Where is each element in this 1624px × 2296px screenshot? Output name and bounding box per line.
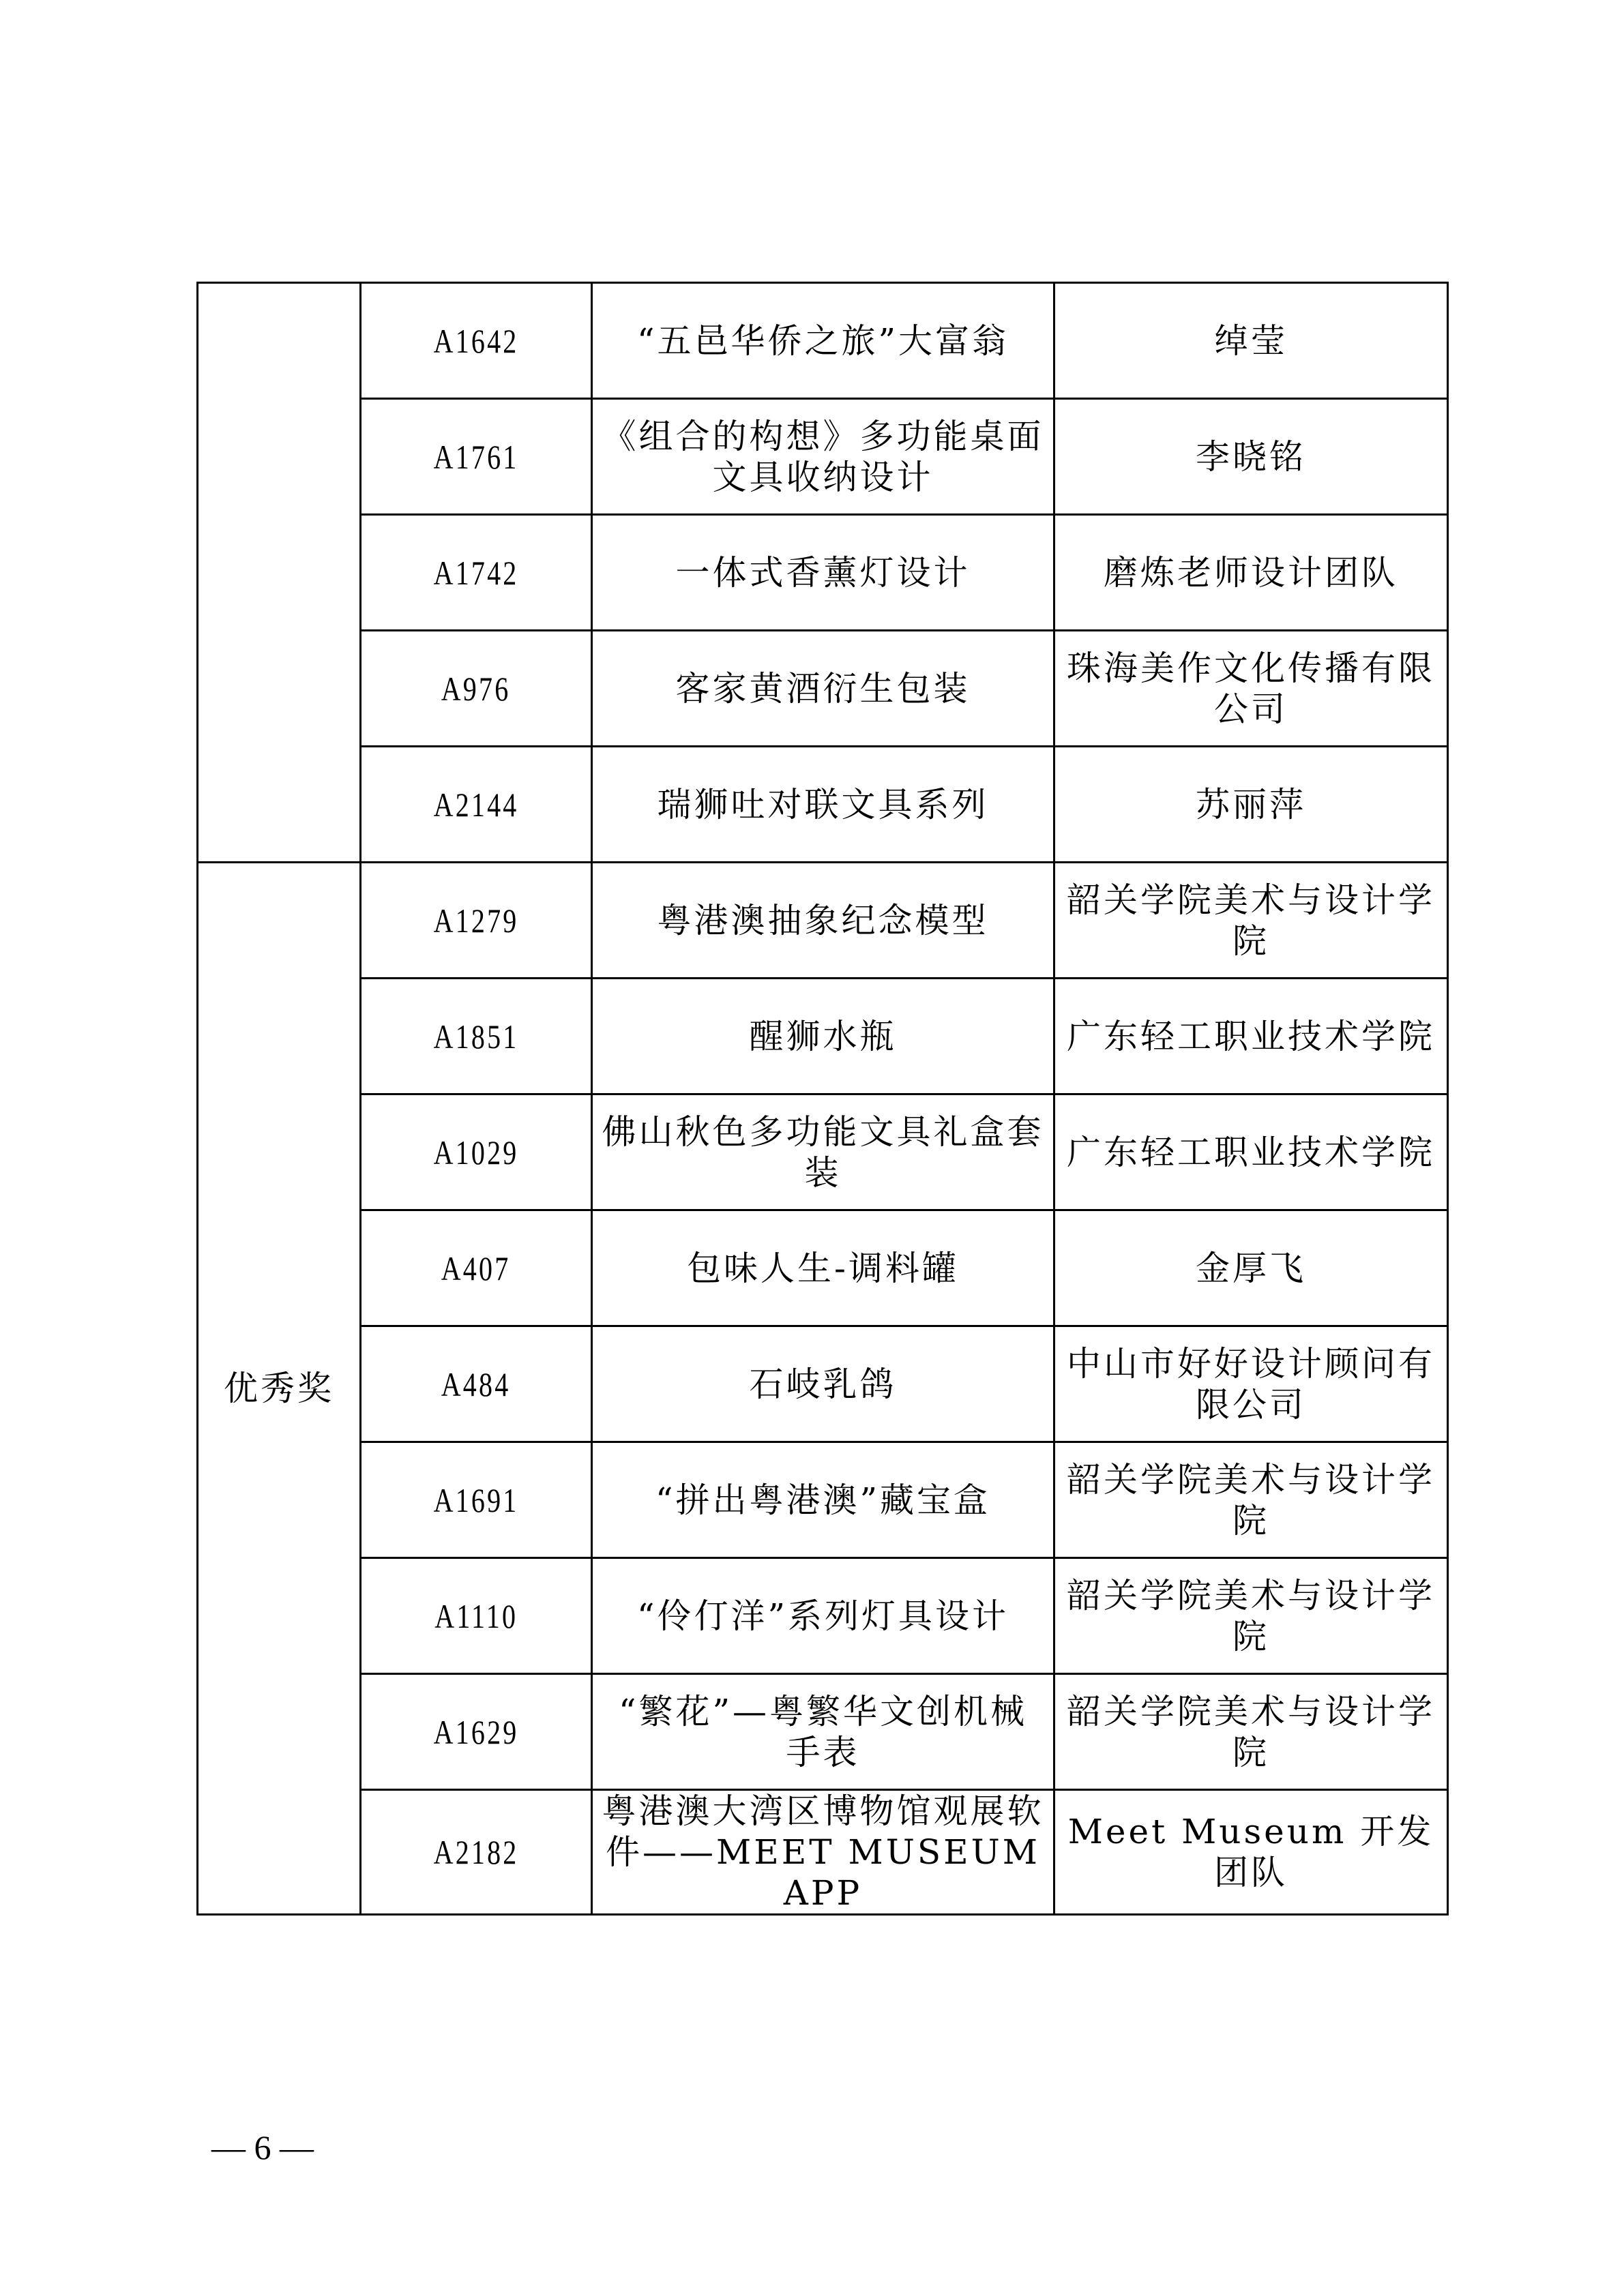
- entry-title-cell: 一体式香薰灯设计: [592, 515, 1054, 631]
- table-row: [198, 863, 1448, 979]
- entry-title-cell: 石岐乳鸽: [592, 1326, 1054, 1442]
- entry-title-cell: 客家黄酒衍生包装: [592, 631, 1054, 747]
- table-row: [198, 1674, 1448, 1790]
- table-row: [198, 283, 1448, 399]
- entry-owner-cell: 韶关学院美术与设计学院: [1054, 1674, 1448, 1790]
- entry-owner-cell: 中山市好好设计顾问有 限公司: [1054, 1326, 1448, 1442]
- page-number: — 6 —: [211, 2128, 314, 2166]
- awards-table: [196, 282, 1449, 1915]
- entry-title-cell: 粤港澳大湾区博物馆观展软件——MEET MUSEUM APP: [592, 1790, 1054, 1915]
- table-row: [198, 1326, 1448, 1442]
- entry-owner-cell: 韶关学院美术与设计学院: [1054, 1442, 1448, 1558]
- entry-owner-cell: 金厚飞: [1054, 1210, 1448, 1326]
- entry-id-cell: A1629: [361, 1674, 592, 1790]
- entry-id-cell: A976: [361, 631, 592, 747]
- entry-title-cell: 醒狮水瓶: [592, 979, 1054, 1094]
- entry-owner-cell: 苏丽萍: [1054, 747, 1448, 863]
- entry-id-cell: A1761: [361, 399, 592, 515]
- entry-id-cell: A1279: [361, 863, 592, 979]
- table-row: [198, 1790, 1448, 1915]
- entry-title-cell: 瑞狮吐对联文具系列: [592, 747, 1054, 863]
- entry-title-cell: “五邑华侨之旅”大富翁: [592, 283, 1054, 399]
- table-row: [198, 399, 1448, 515]
- entry-title-cell: 粤港澳抽象纪念模型: [592, 863, 1054, 979]
- entry-owner-cell: 珠海美作文化传播有限公司: [1054, 631, 1448, 747]
- entry-owner-cell: 广东轻工职业技术学院: [1054, 979, 1448, 1094]
- entry-id-cell: A1851: [361, 979, 592, 1094]
- entry-owner-cell: 广东轻工职业技术学院: [1054, 1094, 1448, 1210]
- entry-id-cell: A2182: [361, 1790, 592, 1915]
- entry-owner-cell: 绰莹: [1054, 283, 1448, 399]
- entry-id-cell: A407: [361, 1210, 592, 1326]
- table-row: [198, 515, 1448, 631]
- table-row: [198, 979, 1448, 1094]
- entry-title-cell: “拼出粤港澳”藏宝盒: [592, 1442, 1054, 1558]
- table-row: [198, 1094, 1448, 1210]
- table-row: [198, 1442, 1448, 1558]
- entry-owner-cell: 磨炼老师设计团队: [1054, 515, 1448, 631]
- table-row: [198, 631, 1448, 747]
- entry-id-cell: A1691: [361, 1442, 592, 1558]
- category-cell: [198, 283, 361, 863]
- entry-owner-cell: 韶关学院美术与设计学院: [1054, 863, 1448, 979]
- entry-title-cell: 《组合的构想》多功能桌面文具收纳设计: [592, 399, 1054, 515]
- entry-title-cell: “繁花”—粤繁华文创机械手表: [592, 1674, 1054, 1790]
- entry-id-cell: A1029: [361, 1094, 592, 1210]
- table-row: [198, 747, 1448, 863]
- entry-id-cell: A2144: [361, 747, 592, 863]
- entry-id-cell: A1110: [361, 1558, 592, 1674]
- entry-id-cell: A1742: [361, 515, 592, 631]
- table-row: [198, 1210, 1448, 1326]
- entry-title-cell: 佛山秋色多功能文具礼盒套装: [592, 1094, 1054, 1210]
- entry-title-cell: “伶仃洋”系列灯具设计: [592, 1558, 1054, 1674]
- entry-owner-cell: 韶关学院美术与设计学院: [1054, 1558, 1448, 1674]
- entry-id-cell: A1642: [361, 283, 592, 399]
- entry-owner-cell: Meet Museum 开发团队: [1054, 1790, 1448, 1915]
- category-cell-excellence-award: 优秀奖: [198, 863, 361, 1915]
- entry-title-cell: 包味人生-调料罐: [592, 1210, 1054, 1326]
- entry-id-cell: A484: [361, 1326, 592, 1442]
- entry-owner-cell: 李晓铭: [1054, 399, 1448, 515]
- table-row: [198, 1558, 1448, 1674]
